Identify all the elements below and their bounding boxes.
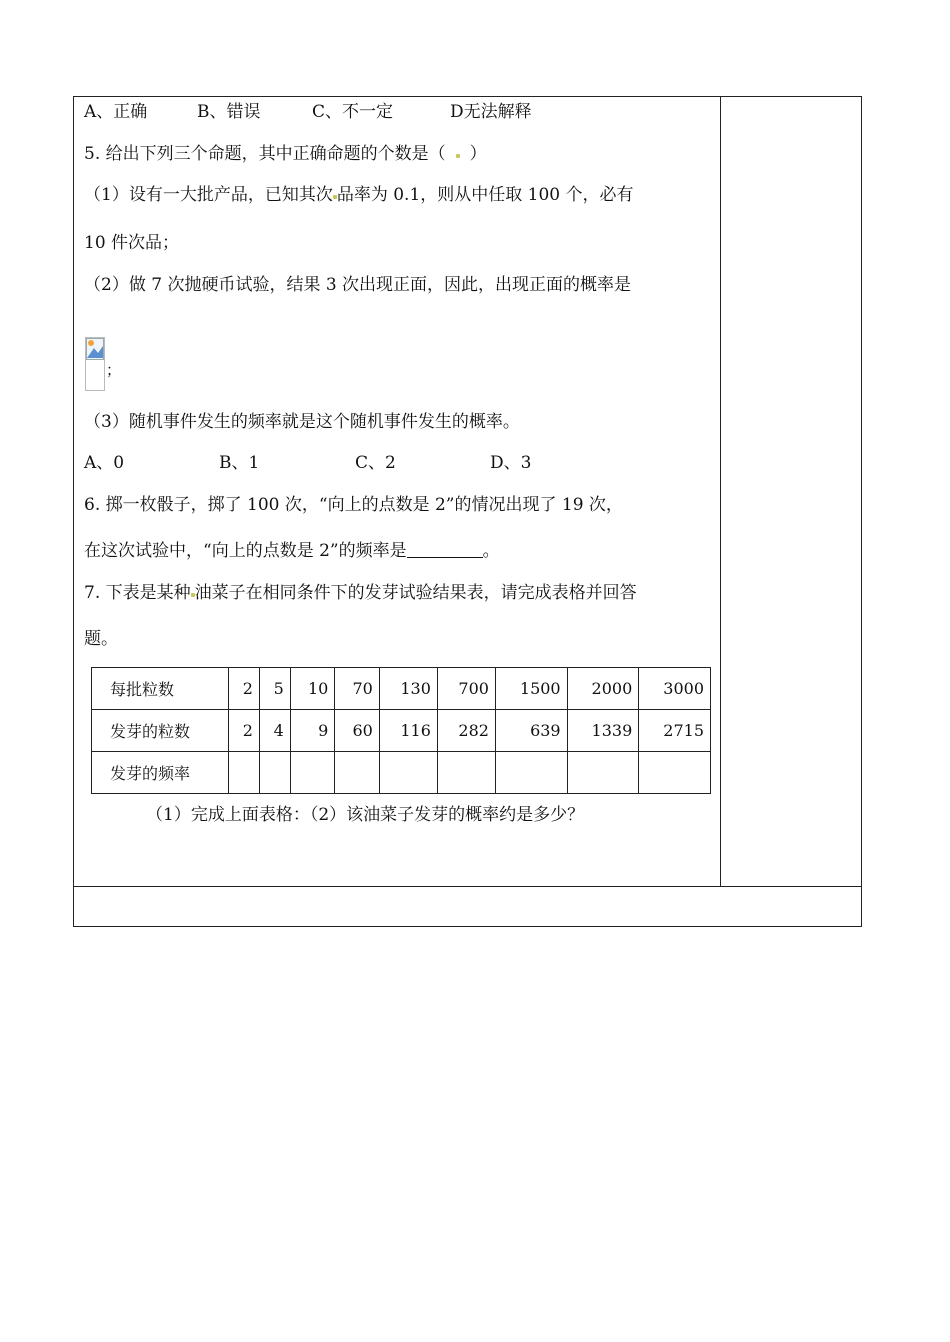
q7-line1: 7. 下表是某种 油菜子在相同条件下的发芽试验结果表，请完成表格并回答 bbox=[84, 583, 637, 603]
table-row bbox=[92, 710, 711, 752]
content-cell bbox=[74, 97, 721, 886]
q4-option-c: C、不一定 bbox=[312, 102, 394, 122]
table-cell: 1500 bbox=[495, 668, 567, 710]
q5-option-c: C、2 bbox=[355, 453, 396, 473]
frequency-input-cell[interactable] bbox=[379, 752, 437, 794]
footer-row bbox=[74, 886, 861, 926]
q6-line1: 6. 掷一枚骰子，掷了 100 次，“向上的点数是 2”的情况出现了 19 次， bbox=[84, 495, 623, 515]
germination-table bbox=[91, 667, 711, 794]
answer-blank[interactable] bbox=[407, 541, 483, 558]
frequency-input-cell[interactable] bbox=[567, 752, 639, 794]
table-cell: 5 bbox=[259, 668, 290, 710]
broken-image-icon bbox=[85, 337, 105, 391]
q7-line2: 题。 bbox=[84, 629, 118, 649]
q5-option-b: B、1 bbox=[219, 453, 260, 473]
worksheet-table bbox=[73, 96, 862, 927]
table-cell: 282 bbox=[437, 710, 495, 752]
q5-options bbox=[84, 452, 531, 474]
q5-option-d: D、3 bbox=[490, 453, 532, 473]
row-label: 每批粒数 bbox=[92, 668, 229, 710]
q5-stem: 5. 给出下列三个命题，其中正确命题的个数是（ ） bbox=[84, 144, 487, 164]
table-cell: 2000 bbox=[567, 668, 639, 710]
frequency-input-cell[interactable] bbox=[259, 752, 290, 794]
table-cell: 60 bbox=[335, 710, 379, 752]
frequency-input-cell[interactable] bbox=[639, 752, 711, 794]
table-cell: 130 bbox=[379, 668, 437, 710]
side-cell bbox=[721, 97, 861, 886]
q5-item3: （3）随机事件发生的频率就是这个随机事件发生的概率。 bbox=[84, 412, 520, 432]
frequency-input-cell[interactable] bbox=[290, 752, 334, 794]
q5-item2: （2）做 7 次抛硬币试验，结果 3 次出现正面，因此，出现正面的概率是 bbox=[84, 275, 632, 295]
blank-dot bbox=[456, 154, 460, 158]
table-cell: 116 bbox=[379, 710, 437, 752]
q7-followup: （1）完成上面表格：（2）该油菜子发芽的概率约是多少？ bbox=[146, 805, 585, 825]
row-label: 发芽的频率 bbox=[92, 752, 229, 794]
frequency-input-cell[interactable] bbox=[437, 752, 495, 794]
table-cell: 1339 bbox=[567, 710, 639, 752]
q4-option-d: D无法解释 bbox=[450, 102, 532, 122]
row-label: 发芽的粒数 bbox=[92, 710, 229, 752]
table-row bbox=[92, 668, 711, 710]
table-cell: 10 bbox=[290, 668, 334, 710]
table-row bbox=[92, 752, 711, 794]
table-cell: 2 bbox=[229, 710, 260, 752]
q5-option-a: A、0 bbox=[84, 453, 125, 473]
table-cell: 2715 bbox=[639, 710, 711, 752]
table-cell: 639 bbox=[495, 710, 567, 752]
q5-item1-cont: 10 件次品； bbox=[84, 233, 180, 253]
q4-option-b: B、错误 bbox=[197, 102, 261, 122]
frequency-input-cell[interactable] bbox=[229, 752, 260, 794]
q4-option-a: A、正确 bbox=[84, 102, 148, 122]
table-cell: 70 bbox=[335, 668, 379, 710]
table-cell: 3000 bbox=[639, 668, 711, 710]
table-cell: 9 bbox=[290, 710, 334, 752]
q5-item1: （1）设有一大批产品，已知其次 品率为 0.1，则从中任取 100 个，必有 bbox=[84, 185, 634, 205]
q5-item2-end: ； bbox=[106, 361, 122, 379]
table-cell: 2 bbox=[229, 668, 260, 710]
frequency-input-cell[interactable] bbox=[495, 752, 567, 794]
q6-line2: 在这次试验中，“向上的点数是 2”的频率是 。 bbox=[84, 541, 500, 561]
table-cell: 700 bbox=[437, 668, 495, 710]
frequency-input-cell[interactable] bbox=[335, 752, 379, 794]
table-cell: 4 bbox=[259, 710, 290, 752]
q4-options bbox=[84, 101, 532, 123]
